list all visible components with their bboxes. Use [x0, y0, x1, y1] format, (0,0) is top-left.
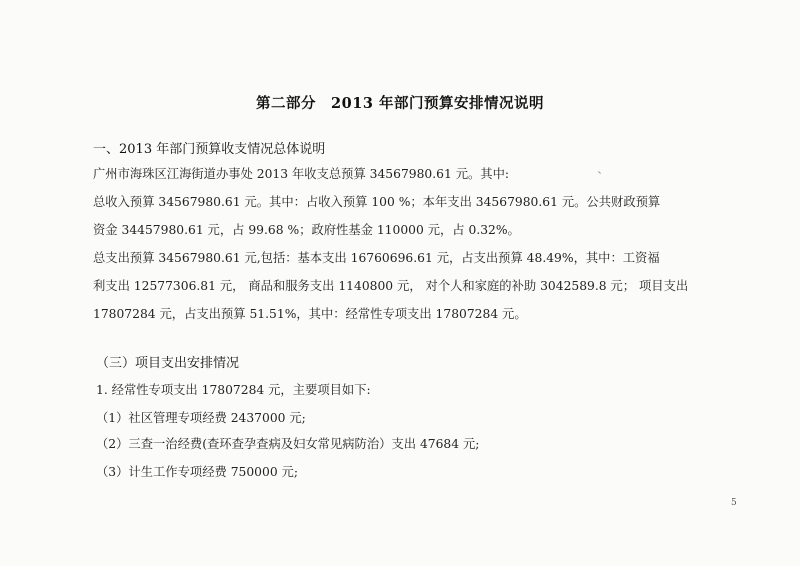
paragraph-line: 广州市海珠区江海街道办事处 2013 年收支总预算 34567980.61 元。其中:	[93, 167, 510, 181]
scan-speck	[598, 171, 601, 174]
list-item: （2）三查一治经费(查环查孕查病及妇女常见病防治）支出 47684 元;	[96, 437, 480, 451]
paragraph-line: 利支出 12577306.81 元， 商品和服务支出 1140800 元， 对个人和家庭的补助 3042589.8 元； 项目支出	[93, 279, 689, 293]
section3-heading: （三）项目支出安排情况	[96, 356, 240, 371]
paragraph-line: 资金 34457980.61 元，占 99.68 %；政府性基金 110000 元，占 0.32%。	[93, 223, 520, 237]
list-item: 1. 经常性专项支出 17807284 元，主要项目如下:	[96, 383, 371, 397]
section1-heading: 一、2013 年部门预算收支情况总体说明	[93, 142, 326, 157]
page-number: 5	[731, 498, 737, 508]
page-title: 第二部分 2013 年部门预算安排情况说明	[256, 95, 544, 112]
paragraph-line: 总支出预算 34567980.61 元,包括：基本支出 16760696.61 元，占支出预算 48.49%，其中：工资福	[93, 251, 660, 265]
list-item: （3）计生工作专项经费 750000 元;	[96, 465, 298, 479]
paragraph-line: 17807284 元，占支出预算 51.51%，其中：经常性专项支出 17807284 元。	[93, 307, 527, 321]
list-item: （1）社区管理专项经费 2437000 元;	[96, 411, 306, 425]
paragraph-line: 总收入预算 34567980.61 元。其中：占收入预算 100 %；本年支出 34567980.61 元。公共财政预算	[93, 195, 661, 209]
